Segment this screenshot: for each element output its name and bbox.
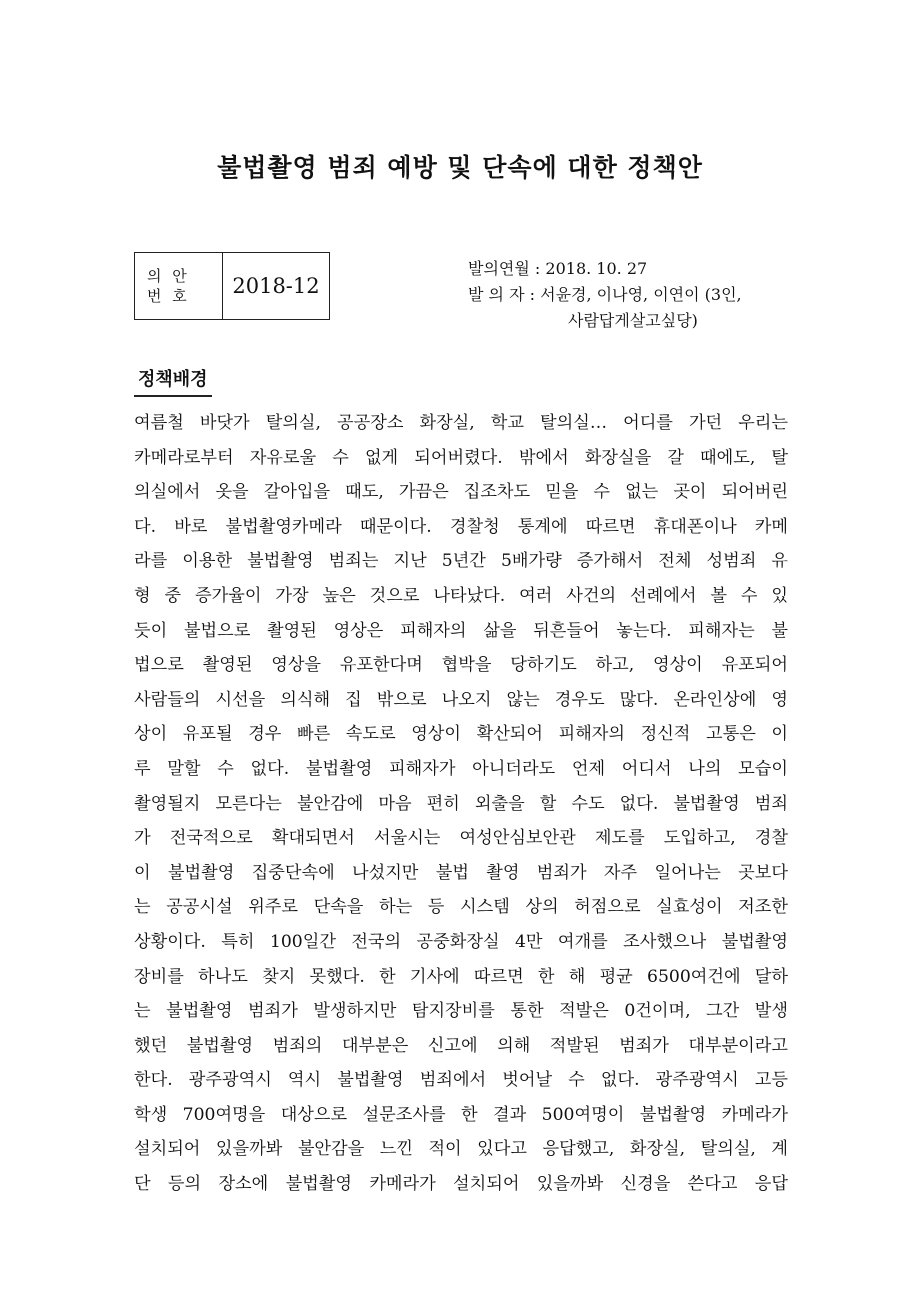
proposal-meta [468,256,742,334]
body-line: 형 중 증가율이 가장 높은 것으로 나타났다. 여러 사건의 선례에서 볼 수 있 [134,585,788,606]
body-line: 상황이다. 특히 100일간 전국의 공중화장실 4만 여개를 조사했으나 불법촬영 [134,931,788,952]
body-line: 는 공공시설 위주로 단속을 하는 등 시스템 상의 허점으로 실효성이 저조한 [134,897,788,918]
body-line: 가 전국적으로 확대되면서 서울시는 여성안심보안관 제도를 도입하고, 경찰 [134,828,788,849]
body-line: 법으로 촬영된 영상을 유포한다며 협박을 당하기도 하고, 영상이 유포되어 [134,655,788,676]
body-line: 설치되어 있을까봐 불안감을 느낀 적이 있다고 응답했고, 화장실, 탈의실, 계 [134,1139,788,1160]
document-title: 불법촬영 범죄 예방 및 단속에 대한 정책안 [217,153,703,182]
body-line: 라를 이용한 불법촬영 범죄는 지난 5년간 5배가량 증가해서 전체 성범죄 유 [134,551,788,572]
proposal-date-value: 2018. 10. 27 [545,259,648,278]
bill-number-value: 2018-12 [232,274,320,298]
bill-label-line1: 의 안 [147,267,190,285]
body-line: 다. 바로 불법촬영카메라 때문이다. 경찰청 통계에 따르면 휴대폰이나 카메 [134,516,788,537]
proposer-label: 발 의 자 : [468,285,536,304]
proposer-value: 서윤경, 이나영, 이연이 (3인, [540,285,742,304]
bill-number-box [134,252,330,320]
body-line: 루 말할 수 없다. 불법촬영 피해자가 아니더라도 언제 어디서 나의 모습이 [134,758,788,779]
proposal-date-label: 발의연월 : [468,259,541,278]
section-heading: 정책배경 [134,365,212,397]
body-line: 사람들의 시선을 의식해 집 밖으로 나오지 않는 경우도 많다. 온라인상에 영 [134,689,788,710]
body-line: 상이 유포될 경우 빠른 속도로 영상이 확산되어 피해자의 정신적 고통은 이 [134,724,788,745]
body-line: 단 등의 장소에 불법촬영 카메라가 설치되어 있을까봐 신경을 쓴다고 응답 [134,1174,788,1195]
body-line: 했던 불법촬영 범죄의 대부분은 신고에 의해 적발된 범죄가 대부분이라고 [134,1035,788,1056]
body-line: 장비를 하나도 찾지 못했다. 한 기사에 따르면 한 해 평균 6500여건에 달하 [134,966,788,987]
body-line: 듯이 불법으로 촬영된 영상은 피해자의 삶을 뒤흔들어 놓는다. 피해자는 불 [134,620,788,641]
proposal-date-row [468,256,742,282]
bill-number-label [135,253,223,319]
section-body [134,406,788,1202]
proposer-row-continued [468,308,742,334]
body-line: 여름철 바닷가 탈의실, 공공장소 화장실, 학교 탈의실… 어디를 가던 우리는 [134,413,788,433]
body-line: 학생 700여명을 대상으로 설문조사를 한 결과 500여명이 불법촬영 카메라가 [134,1104,788,1125]
body-line: 의실에서 옷을 갈아입을 때도, 가끔은 집조차도 믿을 수 없는 곳이 되어버린 [134,482,788,503]
body-line: 는 불법촬영 범죄가 발생하지만 탐지장비를 통한 적발은 0건이며, 그간 발생 [134,1001,788,1022]
body-line: 한다. 광주광역시 역시 불법촬영 범죄에서 벗어날 수 없다. 광주광역시 고등 [134,1070,788,1091]
proposer-value-continued: 사람답게살고싶당) [568,311,698,330]
body-line: 이 불법촬영 집중단속에 나섰지만 불법 촬영 범죄가 자주 일어나는 곳보다 [134,862,788,883]
bill-label-line2: 번 호 [147,287,190,305]
body-line: 촬영될지 모른다는 불안감에 마음 편히 외출을 할 수도 없다. 불법촬영 범죄 [134,793,788,814]
body-line: 카메라로부터 자유로울 수 없게 되어버렸다. 밖에서 화장실을 갈 때에도, 탈 [134,447,788,468]
proposer-row [468,282,742,308]
